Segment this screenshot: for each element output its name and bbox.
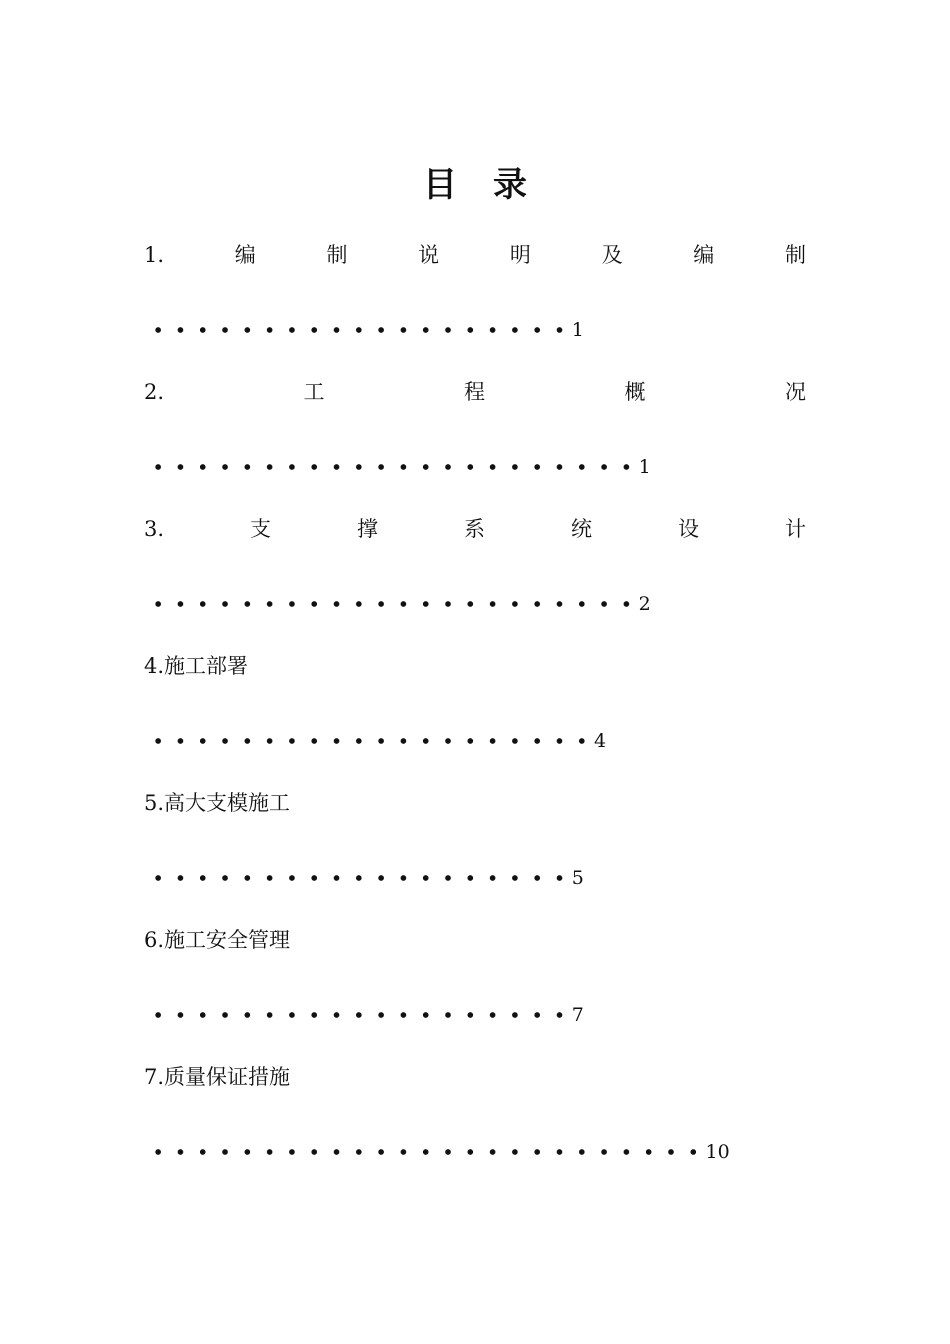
toc-entry-leader [147, 315, 584, 345]
toc-entry-page-number: 10 [705, 1141, 730, 1163]
toc-entry-title-char: 说 [418, 243, 440, 267]
toc-entry-title-char: 概 [624, 380, 646, 404]
toc-entry-leader [147, 1137, 730, 1167]
toc-entry-heading[interactable] [144, 788, 806, 818]
toc-entry-title-char: 工 [303, 380, 325, 404]
toc-entry-title-char: 明 [509, 243, 531, 267]
toc-entry-number: 7. [144, 1065, 165, 1089]
toc-entry-page-number: 4 [594, 730, 607, 752]
toc-entry-title-char: 制 [326, 243, 348, 267]
toc-entry-number: 4. [144, 654, 165, 678]
toc-entry-number: 1. [144, 243, 165, 267]
toc-entry-page-number: 5 [571, 867, 584, 889]
toc-entry-number: 5. [144, 791, 165, 815]
toc-entry-title-char: 及 [601, 243, 623, 267]
toc-entry-number: 6. [144, 928, 165, 952]
toc-entry-title-char: 统 [570, 517, 592, 541]
toc-entry-title: 高大支模施工 [164, 791, 291, 815]
toc-entry-title: 施工部署 [164, 654, 249, 678]
toc-entry-number: 2. [144, 380, 165, 404]
toc-entry-title-char: 制 [784, 243, 806, 267]
toc-entry-heading[interactable] [144, 240, 806, 270]
toc-entry-title-char: 计 [784, 517, 806, 541]
toc-title-char-1: 目 [423, 165, 457, 205]
toc-entry-leader [147, 1000, 584, 1030]
dot-leader [147, 875, 571, 881]
toc-entry-leader [147, 589, 651, 619]
toc-entry-page-number: 2 [638, 593, 651, 615]
toc-entry-heading[interactable] [144, 651, 806, 681]
toc-entry-leader [147, 452, 651, 482]
dot-leader [147, 464, 638, 470]
toc-entry-title-char: 支 [250, 517, 272, 541]
toc-entry-title: 施工安全管理 [164, 928, 291, 952]
dot-leader [147, 1149, 705, 1155]
toc-entry-title-char: 撑 [357, 517, 379, 541]
toc-entry-page-number: 7 [571, 1004, 584, 1026]
toc-entry-page-number: 1 [571, 319, 584, 341]
toc-entry-heading[interactable] [144, 514, 806, 544]
dot-leader [147, 601, 638, 607]
toc-title-char-2: 录 [493, 165, 527, 205]
dot-leader [147, 738, 593, 744]
toc-entry-heading[interactable] [144, 1062, 806, 1092]
toc-entry-heading[interactable] [144, 925, 806, 955]
toc-title [0, 160, 950, 210]
toc-entry-number: 3. [144, 517, 165, 541]
toc-entry-title-char: 程 [464, 380, 486, 404]
toc-entry-heading[interactable] [144, 377, 806, 407]
toc-entry-title-char: 况 [784, 380, 806, 404]
dot-leader [147, 1012, 571, 1018]
toc-entry-title: 质量保证措施 [164, 1065, 291, 1089]
toc-entry-title-char: 编 [234, 243, 256, 267]
toc-entry-title-char: 设 [677, 517, 699, 541]
toc-entry-title-char: 编 [693, 243, 715, 267]
toc-entry-leader [147, 726, 606, 756]
toc-entry-page-number: 1 [638, 456, 651, 478]
toc-entry-leader [147, 863, 584, 893]
dot-leader [147, 327, 571, 333]
toc-entry-title-char: 系 [464, 517, 485, 541]
